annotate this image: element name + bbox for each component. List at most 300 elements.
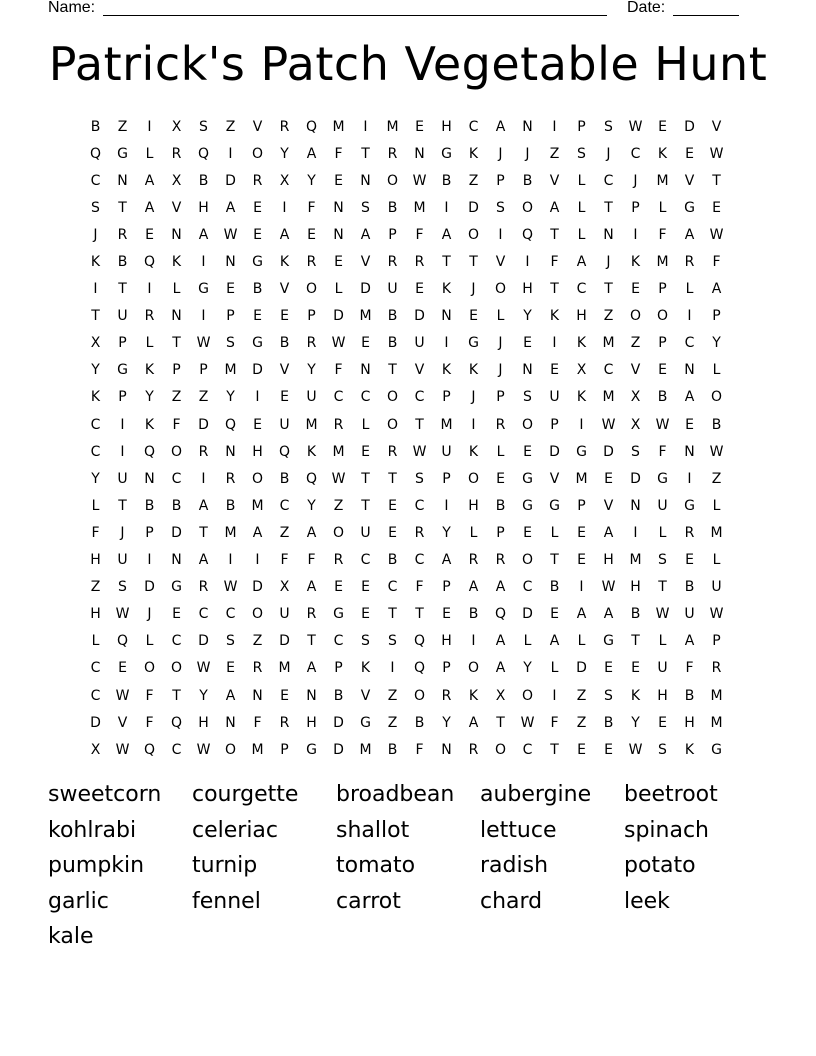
grid-letter[interactable]: P [496,524,505,541]
grid-letter[interactable]: Y [199,687,208,704]
grid-letter[interactable]: D [333,308,344,325]
grid-letter[interactable]: T [361,470,370,487]
grid-letter[interactable]: K [441,281,452,298]
grid-letter[interactable]: G [657,470,668,487]
grid-letter[interactable]: R [117,226,128,243]
grid-letter[interactable]: P [118,335,127,352]
grid-letter[interactable]: O [305,281,318,298]
grid-letter[interactable]: A [603,524,614,541]
grid-letter[interactable]: E [361,443,370,460]
grid-letter[interactable]: R [495,552,506,569]
grid-letter[interactable]: H [198,714,209,731]
grid-letter[interactable]: R [171,145,182,162]
grid-letter[interactable]: P [631,199,640,216]
grid-letter[interactable]: X [171,118,182,135]
grid-letter[interactable]: T [388,606,397,623]
grid-letter[interactable]: L [145,335,154,352]
grid-letter[interactable]: H [630,579,641,596]
grid-letter[interactable]: A [576,606,587,623]
grid-letter[interactable]: N [333,199,344,216]
grid-letter[interactable]: C [198,606,209,623]
grid-letter[interactable]: P [388,226,397,243]
grid-letter[interactable]: R [225,470,236,487]
grid-letter[interactable]: P [658,335,667,352]
grid-letter[interactable]: Q [224,416,237,433]
grid-letter[interactable]: W [223,226,238,243]
grid-letter[interactable]: N [171,552,182,569]
grid-letter[interactable]: Y [523,308,532,325]
grid-letter[interactable]: L [685,281,694,298]
grid-letter[interactable]: B [117,254,128,271]
grid-letter[interactable]: R [279,714,290,731]
grid-letter[interactable]: O [629,308,642,325]
grid-letter[interactable]: Z [630,335,641,352]
grid-letter[interactable]: Q [278,443,291,460]
grid-letter[interactable]: F [685,660,694,677]
date-field[interactable] [673,15,739,16]
grid-letter[interactable]: K [657,145,668,162]
grid-letter[interactable]: D [171,524,182,541]
grid-letter[interactable]: R [252,660,263,677]
grid-letter[interactable]: S [91,199,100,216]
grid-letter[interactable]: E [361,606,370,623]
grid-letter[interactable]: M [656,254,669,271]
grid-letter[interactable]: Y [523,660,532,677]
grid-letter[interactable]: Q [305,470,318,487]
grid-letter[interactable]: A [144,199,155,216]
grid-letter[interactable]: H [306,714,317,731]
grid-letter[interactable]: B [144,497,155,514]
grid-letter[interactable]: U [441,443,452,460]
grid-letter[interactable]: I [471,416,476,433]
grid-letter[interactable]: R [279,118,290,135]
grid-letter[interactable]: G [522,470,533,487]
grid-letter[interactable]: N [171,226,182,243]
grid-letter[interactable]: O [224,741,237,758]
grid-letter[interactable]: J [606,145,611,162]
grid-letter[interactable]: H [90,606,101,623]
grid-letter[interactable]: J [525,145,530,162]
grid-letter[interactable]: S [631,443,640,460]
grid-letter[interactable]: L [469,524,478,541]
grid-letter[interactable]: L [496,308,505,325]
grid-letter[interactable]: K [630,254,641,271]
grid-letter[interactable]: X [495,687,506,704]
grid-letter[interactable]: J [471,281,476,298]
grid-letter[interactable]: D [360,281,371,298]
grid-letter[interactable]: E [361,579,370,596]
grid-letter[interactable]: B [630,606,641,623]
grid-letter[interactable]: C [387,579,398,596]
grid-letter[interactable]: F [415,579,424,596]
grid-letter[interactable]: I [93,281,98,298]
grid-letter[interactable]: R [441,687,452,704]
grid-letter[interactable]: W [628,741,643,758]
grid-letter[interactable]: C [684,335,695,352]
grid-letter[interactable]: E [253,416,262,433]
grid-letter[interactable]: G [684,199,695,216]
grid-letter[interactable]: Y [91,362,100,379]
grid-letter[interactable]: R [306,606,317,623]
grid-letter[interactable]: Q [143,741,156,758]
grid-letter[interactable]: G [252,254,263,271]
grid-letter[interactable]: J [147,606,152,623]
grid-letter[interactable]: F [658,443,667,460]
grid-letter[interactable]: B [414,714,425,731]
grid-letter[interactable]: E [523,524,532,541]
grid-letter[interactable]: Q [143,443,156,460]
grid-letter[interactable]: P [145,524,154,541]
grid-letter[interactable]: U [117,552,128,569]
grid-letter[interactable]: G [522,497,533,514]
grid-letter[interactable]: D [279,633,290,650]
grid-letter[interactable]: E [604,741,613,758]
grid-letter[interactable]: A [279,226,290,243]
grid-letter[interactable]: G [711,741,722,758]
grid-letter[interactable]: B [387,308,398,325]
grid-letter[interactable]: R [333,552,344,569]
grid-letter[interactable]: S [604,118,613,135]
grid-letter[interactable]: M [305,416,318,433]
grid-letter[interactable]: U [657,497,668,514]
grid-letter[interactable]: Y [145,389,154,406]
grid-letter[interactable]: E [496,470,505,487]
grid-letter[interactable]: A [225,687,236,704]
grid-letter[interactable]: A [306,660,317,677]
grid-letter[interactable]: O [413,687,426,704]
grid-letter[interactable]: Y [442,714,451,731]
grid-letter[interactable]: Y [631,714,640,731]
grid-letter[interactable]: Q [116,633,129,650]
grid-letter[interactable]: V [279,362,290,379]
grid-letter[interactable]: Y [307,362,316,379]
grid-letter[interactable]: F [91,524,100,541]
grid-letter[interactable]: S [604,687,613,704]
grid-letter[interactable]: Z [117,118,128,135]
grid-letter[interactable]: N [333,226,344,243]
grid-letter[interactable]: A [441,552,452,569]
grid-letter[interactable]: Q [89,145,102,162]
grid-letter[interactable]: X [171,172,182,189]
grid-letter[interactable]: S [577,145,586,162]
grid-letter[interactable]: D [144,579,155,596]
grid-letter[interactable]: I [201,470,206,487]
grid-letter[interactable]: A [468,714,479,731]
grid-letter[interactable]: D [630,470,641,487]
grid-letter[interactable]: W [655,606,670,623]
grid-letter[interactable]: B [252,281,263,298]
grid-letter[interactable]: C [360,552,371,569]
grid-letter[interactable]: E [253,226,262,243]
grid-letter[interactable]: F [334,362,343,379]
grid-letter[interactable]: G [603,633,614,650]
grid-letter[interactable]: J [498,362,503,379]
grid-letter[interactable]: M [575,470,588,487]
grid-letter[interactable]: I [444,199,449,216]
grid-letter[interactable]: A [495,633,506,650]
grid-letter[interactable]: I [228,552,233,569]
grid-letter[interactable]: K [306,443,317,460]
grid-letter[interactable]: B [522,172,533,189]
grid-letter[interactable]: I [633,524,638,541]
grid-letter[interactable]: B [171,497,182,514]
grid-letter[interactable]: O [521,552,534,569]
grid-letter[interactable]: E [280,389,289,406]
grid-letter[interactable]: L [496,443,505,460]
grid-letter[interactable]: K [171,254,182,271]
grid-letter[interactable]: T [550,226,559,243]
grid-letter[interactable]: C [90,172,101,189]
grid-letter[interactable]: M [602,335,615,352]
grid-letter[interactable]: N [252,687,263,704]
grid-letter[interactable]: A [306,524,317,541]
grid-letter[interactable]: T [361,497,370,514]
grid-letter[interactable]: P [280,741,289,758]
grid-letter[interactable]: F [550,254,559,271]
grid-letter[interactable]: T [469,254,478,271]
grid-letter[interactable]: A [441,226,452,243]
grid-letter[interactable]: W [709,145,724,162]
grid-letter[interactable]: J [633,172,638,189]
grid-letter[interactable]: V [171,199,182,216]
grid-letter[interactable]: M [386,118,399,135]
grid-letter[interactable]: A [711,281,722,298]
grid-letter[interactable]: L [550,660,559,677]
grid-letter[interactable]: A [225,199,236,216]
grid-letter[interactable]: D [252,579,263,596]
grid-letter[interactable]: M [440,416,453,433]
grid-letter[interactable]: B [468,606,479,623]
grid-letter[interactable]: S [226,633,235,650]
grid-letter[interactable]: V [630,362,641,379]
grid-letter[interactable]: I [471,633,476,650]
grid-letter[interactable]: B [441,172,452,189]
grid-letter[interactable]: U [360,524,371,541]
grid-letter[interactable]: V [279,281,290,298]
grid-letter[interactable]: Z [603,308,614,325]
grid-letter[interactable]: F [253,714,262,731]
grid-letter[interactable]: L [658,524,667,541]
grid-letter[interactable]: I [201,308,206,325]
grid-letter[interactable]: B [387,199,398,216]
grid-letter[interactable]: M [656,172,669,189]
grid-letter[interactable]: W [709,443,724,460]
grid-letter[interactable]: T [172,687,181,704]
grid-letter[interactable]: W [115,606,130,623]
grid-letter[interactable]: D [225,172,236,189]
grid-letter[interactable]: B [603,714,614,731]
grid-letter[interactable]: Y [91,470,100,487]
grid-letter[interactable]: V [360,254,371,271]
grid-letter[interactable]: U [711,579,722,596]
grid-letter[interactable]: Q [170,714,183,731]
grid-letter[interactable]: B [279,335,290,352]
grid-letter[interactable]: Z [711,470,722,487]
grid-letter[interactable]: F [145,687,154,704]
grid-letter[interactable]: E [334,579,343,596]
grid-letter[interactable]: I [552,687,557,704]
grid-letter[interactable]: M [359,308,372,325]
grid-letter[interactable]: N [117,172,128,189]
grid-letter[interactable]: B [387,741,398,758]
grid-letter[interactable]: I [363,118,368,135]
grid-letter[interactable]: E [118,660,127,677]
grid-letter[interactable]: E [658,714,667,731]
grid-letter[interactable]: K [441,362,452,379]
grid-letter[interactable]: Z [549,145,560,162]
grid-letter[interactable]: D [522,606,533,623]
grid-letter[interactable]: L [658,633,667,650]
grid-letter[interactable]: G [252,335,263,352]
grid-letter[interactable]: H [468,497,479,514]
grid-letter[interactable]: A [495,579,506,596]
grid-letter[interactable]: U [684,606,695,623]
grid-letter[interactable]: E [280,308,289,325]
grid-letter[interactable]: E [469,308,478,325]
grid-letter[interactable]: W [331,335,346,352]
grid-letter[interactable]: S [415,470,424,487]
grid-letter[interactable]: I [444,497,449,514]
grid-letter[interactable]: V [603,497,614,514]
grid-letter[interactable]: M [602,389,615,406]
grid-letter[interactable]: K [576,389,587,406]
grid-letter[interactable]: C [90,660,101,677]
grid-letter[interactable]: W [223,579,238,596]
grid-letter[interactable]: V [495,254,506,271]
grid-letter[interactable]: Q [521,226,534,243]
grid-letter[interactable]: T [550,281,559,298]
grid-letter[interactable]: R [252,172,263,189]
grid-letter[interactable]: P [442,660,451,677]
grid-letter[interactable]: S [496,199,505,216]
grid-letter[interactable]: O [386,389,399,406]
grid-letter[interactable]: P [226,308,235,325]
grid-letter[interactable]: B [684,579,695,596]
grid-letter[interactable]: K [468,362,479,379]
grid-letter[interactable]: I [579,416,584,433]
grid-letter[interactable]: H [252,443,263,460]
grid-letter[interactable]: Z [333,497,344,514]
grid-letter[interactable]: I [255,389,260,406]
grid-letter[interactable]: W [709,226,724,243]
grid-letter[interactable]: B [279,470,290,487]
grid-letter[interactable]: K [90,254,101,271]
grid-letter[interactable]: W [115,741,130,758]
grid-letter[interactable]: N [360,172,371,189]
grid-letter[interactable]: U [279,606,290,623]
grid-letter[interactable]: W [628,118,643,135]
grid-letter[interactable]: P [442,579,451,596]
grid-letter[interactable]: X [279,172,290,189]
grid-letter[interactable]: D [333,714,344,731]
grid-letter[interactable]: E [685,552,694,569]
grid-letter[interactable]: T [604,281,613,298]
grid-letter[interactable]: O [467,470,480,487]
grid-letter[interactable]: E [712,199,721,216]
grid-letter[interactable]: C [171,741,182,758]
grid-letter[interactable]: H [522,281,533,298]
grid-letter[interactable]: Z [279,524,290,541]
grid-letter[interactable]: A [198,552,209,569]
grid-letter[interactable]: R [198,579,209,596]
grid-letter[interactable]: I [687,308,692,325]
grid-letter[interactable]: E [442,606,451,623]
grid-letter[interactable]: G [549,497,560,514]
grid-letter[interactable]: K [549,308,560,325]
grid-letter[interactable]: T [361,145,370,162]
grid-letter[interactable]: W [115,687,130,704]
grid-letter[interactable]: C [360,389,371,406]
grid-letter[interactable]: N [603,226,614,243]
grid-letter[interactable]: Y [307,497,316,514]
grid-letter[interactable]: S [361,633,370,650]
grid-letter[interactable]: P [172,362,181,379]
grid-letter[interactable]: P [118,389,127,406]
grid-letter[interactable]: M [413,199,426,216]
name-field[interactable] [103,15,607,16]
grid-letter[interactable]: O [251,470,264,487]
grid-letter[interactable]: R [414,254,425,271]
grid-letter[interactable]: T [118,281,127,298]
grid-letter[interactable]: C [333,633,344,650]
grid-letter[interactable]: R [387,254,398,271]
grid-letter[interactable]: M [710,687,723,704]
grid-letter[interactable]: N [522,118,533,135]
grid-letter[interactable]: Z [225,118,236,135]
grid-letter[interactable]: C [522,741,533,758]
grid-letter[interactable]: O [710,389,723,406]
grid-letter[interactable]: K [360,660,371,677]
grid-letter[interactable]: L [145,633,154,650]
grid-letter[interactable]: P [658,281,667,298]
grid-letter[interactable]: M [251,497,264,514]
grid-letter[interactable]: M [224,524,237,541]
grid-letter[interactable]: A [549,633,560,650]
grid-letter[interactable]: H [603,552,614,569]
grid-letter[interactable]: L [712,497,721,514]
grid-letter[interactable]: L [91,633,100,650]
grid-letter[interactable]: B [90,118,101,135]
grid-letter[interactable]: X [90,335,101,352]
grid-letter[interactable]: Y [226,389,235,406]
grid-letter[interactable]: D [333,741,344,758]
grid-letter[interactable]: I [633,226,638,243]
grid-letter[interactable]: G [684,497,695,514]
grid-letter[interactable]: L [577,633,586,650]
grid-letter[interactable]: P [496,389,505,406]
grid-letter[interactable]: E [253,308,262,325]
grid-letter[interactable]: W [412,443,427,460]
grid-letter[interactable]: I [255,552,260,569]
grid-letter[interactable]: B [225,497,236,514]
grid-letter[interactable]: E [145,226,154,243]
grid-letter[interactable]: T [415,416,424,433]
grid-letter[interactable]: Z [171,389,182,406]
grid-letter[interactable]: F [307,552,316,569]
grid-letter[interactable]: D [198,633,209,650]
grid-letter[interactable]: V [549,172,560,189]
grid-letter[interactable]: S [361,199,370,216]
grid-letter[interactable]: T [118,497,127,514]
grid-letter[interactable]: L [712,552,721,569]
grid-letter[interactable]: S [658,741,667,758]
grid-letter[interactable]: H [90,552,101,569]
grid-letter[interactable]: F [415,226,424,243]
grid-letter[interactable]: O [521,199,534,216]
grid-letter[interactable]: J [93,226,98,243]
grid-letter[interactable]: O [467,660,480,677]
grid-letter[interactable]: E [550,362,559,379]
